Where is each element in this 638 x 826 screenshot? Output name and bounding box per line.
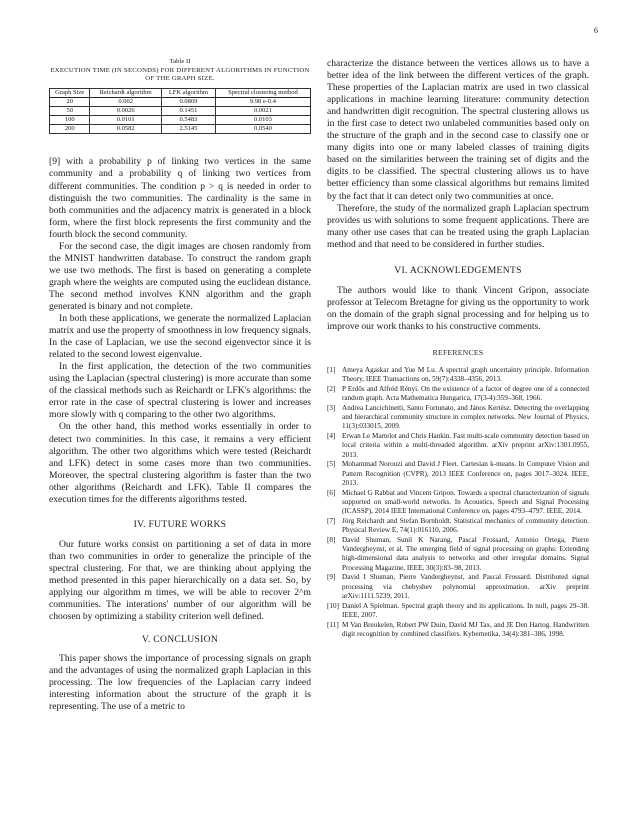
left-column	[49, 58, 311, 713]
paragraph: For the second case, the digit images are chosen randomly from the MNIST handwritten database. To construct the random graph we use two methods. The first is based on generating a complete graph where the weights are computed using the euclidean distance. The second method involves KNN algorithm and the graph generated is binary and not complete.	[49, 240, 311, 312]
table-cell: 200	[50, 125, 90, 134]
reference-number: [6]	[327, 488, 336, 497]
reference-number: [1]	[327, 365, 336, 374]
reference-item	[327, 536, 589, 573]
table-header-cell: LFK algorithm	[161, 88, 215, 97]
table-label: Table II	[169, 58, 191, 65]
reference-list	[327, 366, 589, 639]
paragraph: In the first application, the detection of the two communities using the Laplacian (spectral clustering) is more accurate than some of the classical methods such as Reichardt or LFK's algorithms: the error rate in the case of spectral clustering is lower and increases more slowly with q comparing to the other two algorithms.	[49, 361, 311, 421]
reference-item	[327, 366, 589, 385]
reference-text: Jörg Reichardt and Stefan Bornholdt. Statistical mechanics of community detection. Physical Review E, 74(1):016110, 2006.	[342, 516, 589, 535]
table-cell: 0.0540	[215, 125, 310, 134]
reference-number: [3]	[327, 403, 336, 412]
table-caption	[49, 58, 311, 84]
table-header-cell: Spectral clustering method	[215, 88, 310, 97]
reference-text: Daniel A Spielman. Spectral graph theory and its applications. In null, pages 29–38. IEEE, 2007.	[342, 601, 589, 619]
table-row	[50, 97, 311, 106]
table-header-row	[50, 88, 311, 97]
reference-item	[327, 385, 589, 404]
paragraph: Our future works consist on partitioning a set of data in more than two communities in order to generalize the principle of the spectral clustering. For that, we are thinking about applying the method presented in this paper hierarchically on a data set. So, by applying our algorithm m times, we will be able to recover 2^m communities. The interations' number of our algorithm will be choosen by optimizing a stability criterion well defined.	[49, 538, 311, 623]
table-cell: 0.0869	[161, 97, 215, 106]
table-cell: 0.5483	[161, 116, 215, 125]
table-header-cell: Reichardt algorithm	[90, 88, 161, 97]
paragraph: In both these applications, we generate the normalized Laplacian matrix and use the property of smoothness in low frequency signals. In the case of Laplacian, we use the second eigenvector since it is related to the second lowest eigenvalue.	[49, 313, 311, 361]
table-cell: 0.0026	[90, 106, 161, 115]
reference-item	[327, 432, 589, 460]
paragraph: On the other hand, this method works essentially in order to detect two comminities. In this case, it remains a very efficient algorithm. The other two algorithms which were tested (Reichardt and LFK) detect in some cases more than two communities. Moreover, the spectral clustering algorithm is faster than the two other algorithms (Reichardt and LFK). Table II compares the execution times for the differents algorithms tested.	[49, 421, 311, 505]
reference-item	[327, 460, 589, 488]
table-cell: 2.5145	[161, 125, 215, 134]
paragraph: Therefore, the study of the normalized graph Laplacian spectrum provides us with solutions to some frequent applications. There are many other use cases that can be treated using the graph Laplacian method and that need to be considered in further studies.	[327, 202, 589, 250]
section-heading-conclusion: V. CONCLUSION	[141, 634, 219, 646]
paragraph: characterize the distance between the vertices allows us to have a better idea of the link between the different vertices of the graph. These properties of the Laplacian matrix are used in two classical applications in machine learning literature: community detection and handwritten digit recognition. The spectral clustering allows us in the first case to detect two unlabeled communities based only on the structure of the graph and in the second case to classify one or many digits into one or many labeled classes of training digits based on the similarities between the training set of digits and the digits to be classified. The spectral clustering allows us to have better efficiency than some classical algorithms but remains limited by the fact that it can detect only two communities at once.	[327, 58, 589, 202]
section-heading-acknowledgements: VI. ACKNOWLEDGEMENTS	[394, 264, 522, 276]
table-cell: 100	[50, 116, 90, 125]
table-cell: 20	[50, 97, 90, 106]
table-row	[50, 125, 311, 134]
reference-text: P Erdős and Alfréd Rényi. On the existence of a factor of degree one of a connected random graph. Acta Mathematica Hungarica, 17(3-4):359–368, 1966.	[342, 384, 589, 403]
page-number: 6	[594, 26, 598, 35]
reference-number: [10]	[327, 601, 339, 610]
table-header-cell: Graph Size	[50, 88, 90, 97]
reference-number: [2]	[327, 384, 336, 393]
reference-item	[327, 517, 589, 536]
table-cell: 0.0101	[90, 116, 161, 125]
reference-text: Andrea Lancichinetti, Santo Fortunato, and János Kertész. Detecting the overlapping and hierarchical community structure in complex networks. New Journal of Physics, 11(3):033015, 2009.	[342, 403, 589, 431]
reference-number: [11]	[327, 620, 339, 629]
reference-number: [4]	[327, 432, 336, 441]
reference-text: Mohammad Norouzi and David J Fleet. Cartesian k-means. In Computer Vision and Pattern Recognition (CVPR), 2013 IEEE Conference on, pages 3017–3024. IEEE, 2013.	[342, 460, 589, 487]
reference-text: Ameya Agaskar and Yue M Lu. A spectral graph uncertainty principle. Information Theory, IEEE Transactions on, 59(7):4338–4356, 2013.	[342, 365, 589, 384]
reference-text: David Shuman, Sunil K Narang, Pascal Frossard, Antonio Ortega, Pierre Vandergheynst, et al. The emerging field of signal processing on graphs: Extending high-dimensional data analysis to networks and other irregular domains. Signal Processing Magazine, IEEE, 30(3):83–98, 2013.	[342, 535, 589, 572]
reference-item	[327, 602, 589, 621]
reference-item	[327, 489, 589, 517]
reference-text: David I Shuman, Pierre Vandergheynst, and Pascal Frossard. Distributed signal processing via chebyshev polynomial approximation. arXiv preprint arXiv:1111.5239, 2011.	[342, 573, 589, 600]
references-heading: REFERENCES	[432, 347, 484, 357]
reference-item	[327, 573, 589, 601]
reference-number: [5]	[327, 460, 336, 469]
reference-item	[327, 404, 589, 432]
paragraph: The authors would like to thank Vincent Gripon, associate professor at Telecom Bretagne for giving us the opportunity to work on the domain of the graph signal processing and for helping us to improve our work thanks to his constructive comments.	[327, 284, 589, 332]
reference-number: [9]	[327, 573, 336, 582]
paragraph: [9] with a probability p of linking two vertices in the same community and a probability q of linking two vertices from different communities. The condition p > q is needed in order to distinguish the two communities. The cardinality is the same in both communities and the adjacency matrix is generated in a block form, where the first block represents the first community and the fourth block the second community.	[49, 156, 311, 240]
table-cell: 0.002	[90, 97, 161, 106]
right-column	[327, 58, 589, 640]
table-caption-text: EXECUTION TIME (IN SECONDS) FOR DIFFERENT ALGORITHMS IN FUNCTION OF THE GRAPH SIZE.	[50, 66, 310, 82]
table-cell: 0.0582	[90, 125, 161, 134]
table-cell: 0.0021	[215, 106, 310, 115]
reference-number: [7]	[327, 516, 336, 525]
table-row	[50, 106, 311, 115]
reference-text: Erwan Le Martelot and Chris Hankin. Fast multi-scale community detection based on local criteria within a multi-threaded algorithm. arXiv preprint arXiv:1301.0955, 2013.	[342, 432, 589, 459]
reference-number: [8]	[327, 535, 336, 544]
section-heading-future-works: IV. FUTURE WORKS	[133, 518, 227, 530]
table-cell: 0.1451	[161, 106, 215, 115]
reference-text: Michael G Rabbat and Vincent Gripon. Towards a spectral characterization of signals supported on small-world networks. In Acoustics, Speech and Signal Processing (ICASSP), 2014 IEEE International Conference on, pages 4793–4797. IEEE, 2014.	[342, 488, 589, 516]
reference-text: M Van Breukelen, Robert PW Duin, David MJ Tax, and JE Den Hartog. Handwritten digit recognition by combined classifiers. Kybernetika, 34(4):381–386, 1998.	[342, 620, 589, 638]
paragraph: This paper shows the importance of processing signals on graph and the advantages of using the normalized graph Laplacian in this processing. The low frequencies of the Laplacian carry indeed interesting information about the structure of the graph it is representing. The use of a metric to	[49, 653, 311, 713]
table-row	[50, 116, 311, 125]
table-cell: 50	[50, 106, 90, 115]
execution-time-table	[49, 88, 311, 135]
table-cell: 9.98 e-0.4	[215, 97, 310, 106]
table-cell: 0.0103	[215, 116, 310, 125]
reference-item	[327, 621, 589, 640]
